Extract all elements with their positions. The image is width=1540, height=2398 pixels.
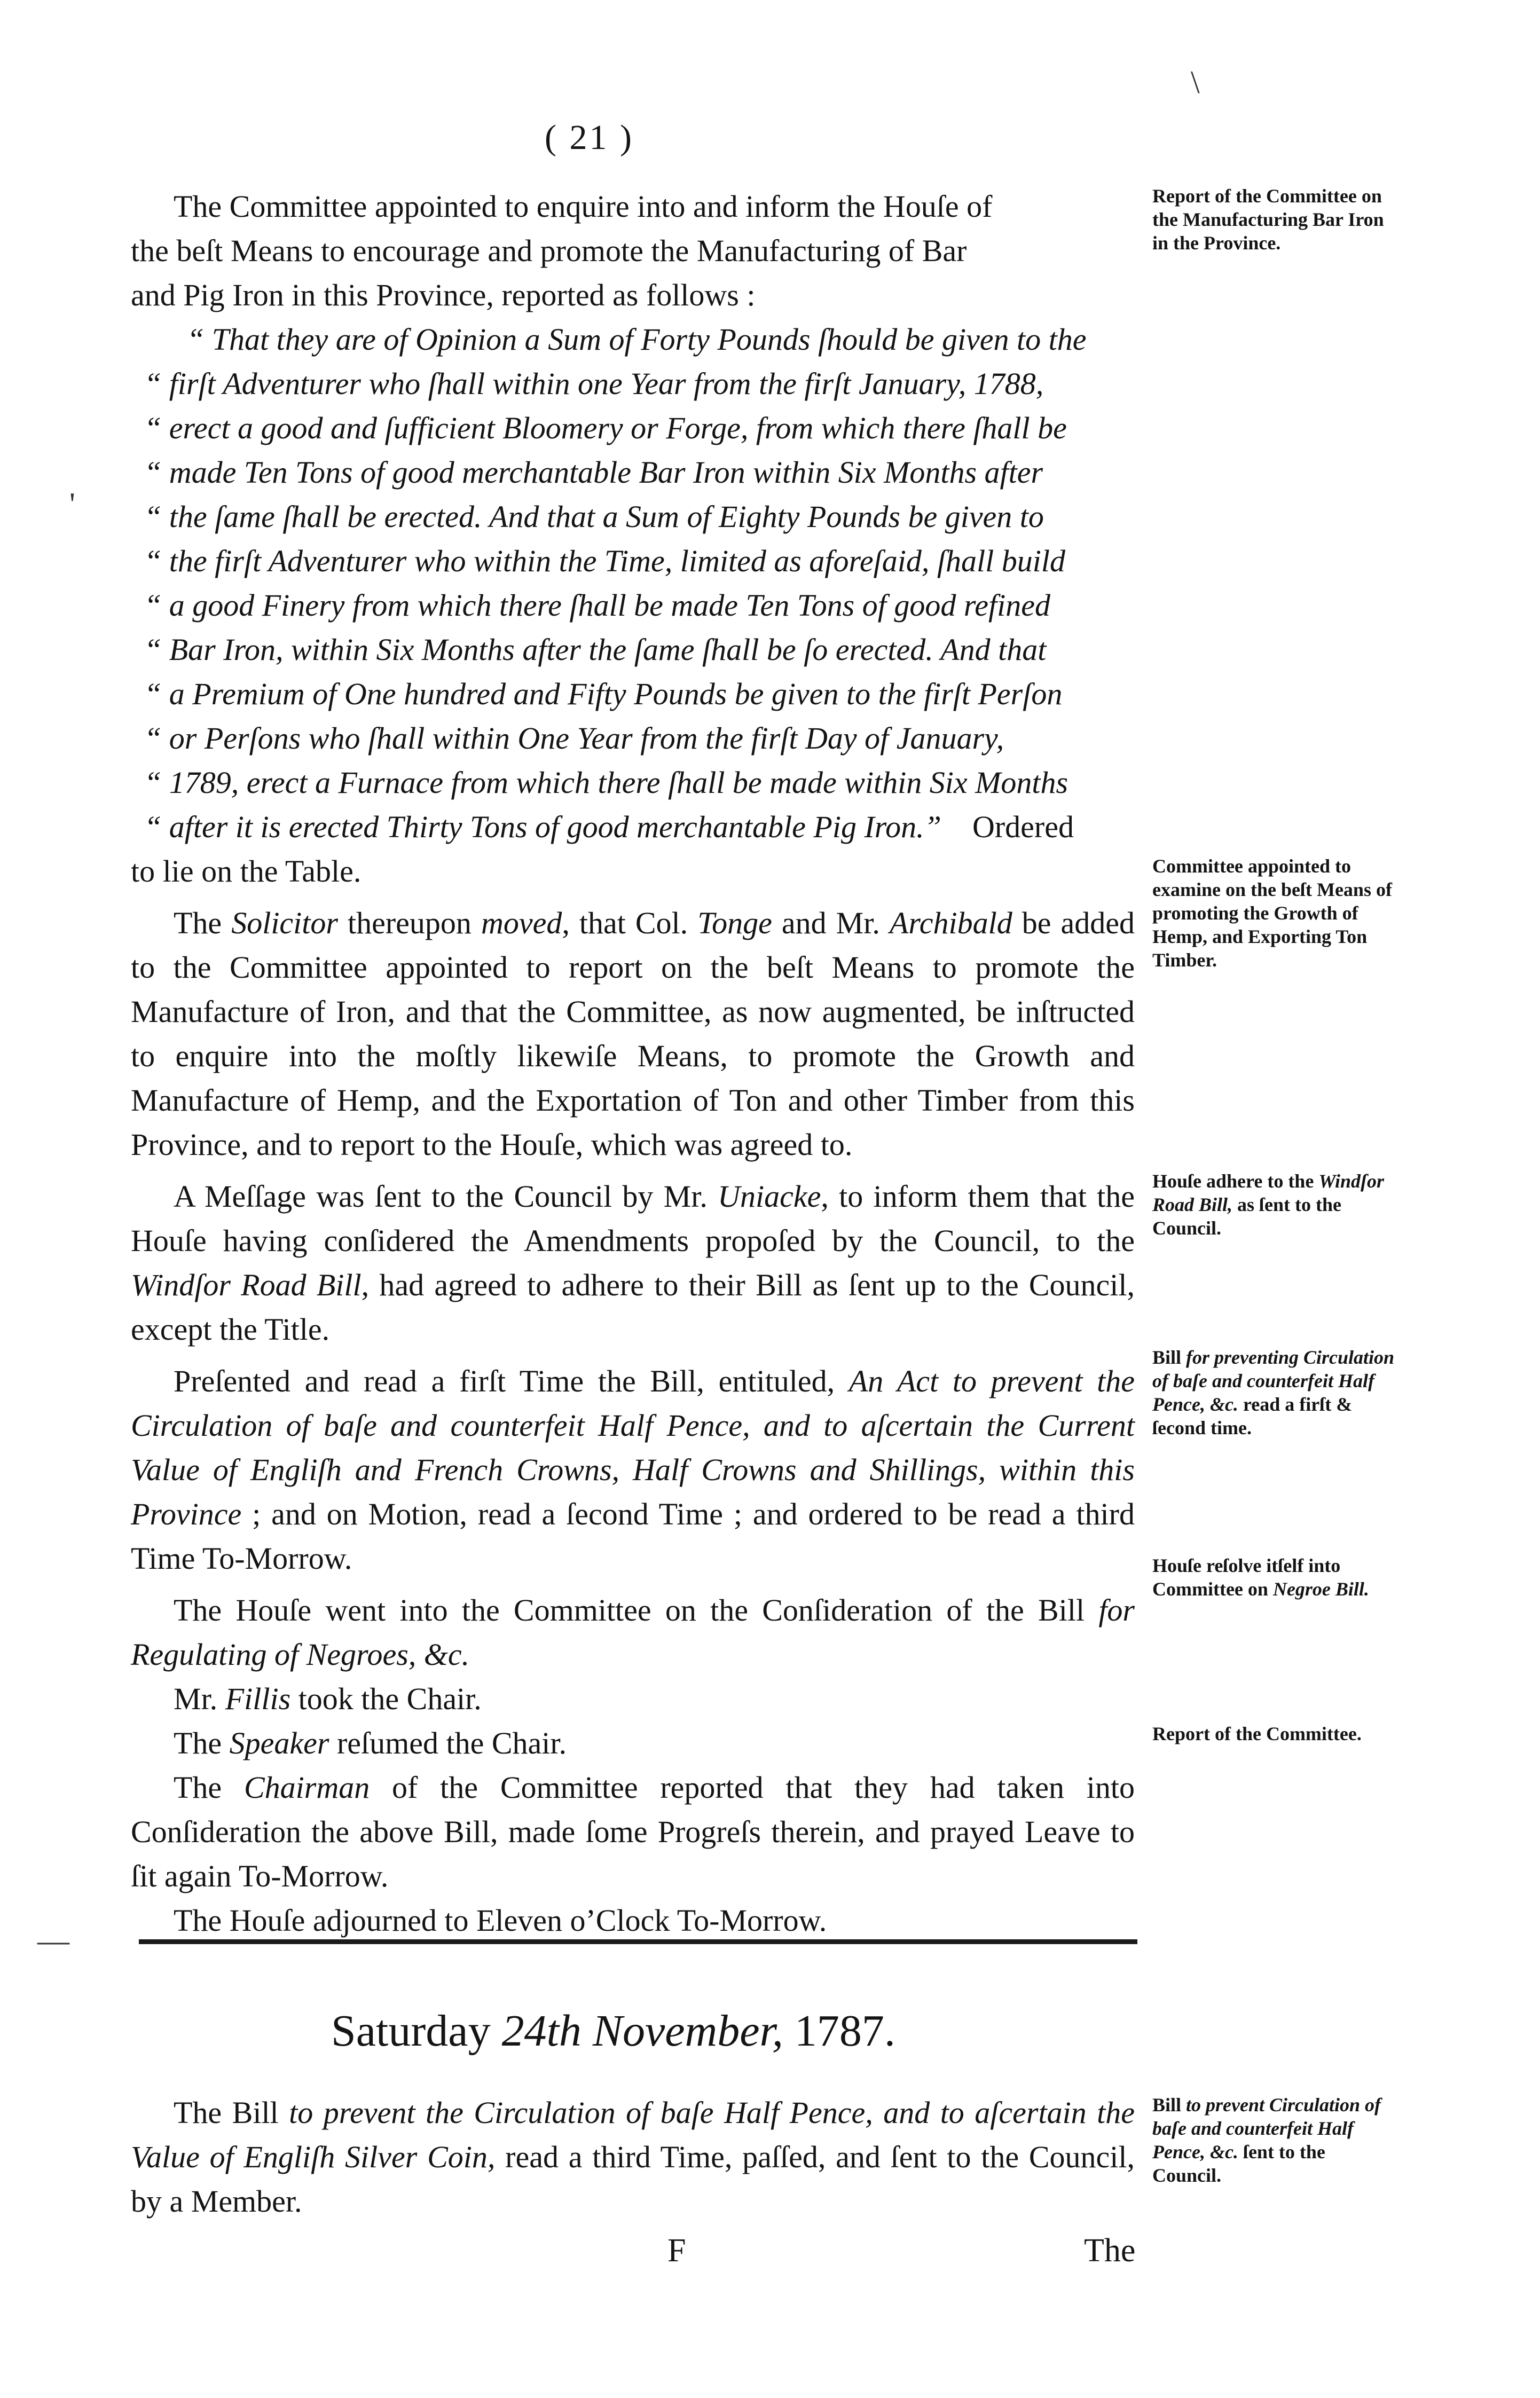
text-run: read a third Time, paſſed, and ſent to the Council, by a Member. [131,2140,1135,2219]
archibald-name: Archibald [889,906,1012,940]
quote-line: “ after it is erected Thirty Tons of good merchantable Pig Iron.” [144,809,941,844]
note-italic: Windſor Road Bill, [1152,1170,1385,1215]
main-text [131,184,1135,1943]
quote-line: “ Bar Iron, within Six Months after the ſame ſhall be ſo erected. And that [144,632,1047,667]
note-run: Bill [1152,2094,1187,2116]
bill-title: to prevent the Circulation of baſe Half Pence, and to aſcertain the Value of Engliſh Silver Coin, [131,2095,1135,2174]
margin-note-hemp: Committee appointed to examine on the beſt Means of promoting the Growth of Hemp, and Exporting Ton Timber. [1152,855,1392,971]
speaker-word: Speaker [229,1726,329,1760]
paragraph-adjourned: The Houſe adjourned to Eleven o’Clock To-Morrow. [174,1903,827,1938]
text-run: thereupon [337,906,481,940]
note-italic: Negroe Bill. [1272,1578,1369,1600]
solicitor-name: Solicitor [231,906,338,940]
text-run: , had agreed to adhere to their Bill as ſent up to the Council, except the Title. [131,1268,1135,1347]
chairman-word: Chairman [243,1770,370,1805]
paragraph-negro-committee [131,1588,1135,1677]
note-run: Houſe reſolve itſelf into Committee on [1152,1555,1341,1600]
windsor-bill-name: Windſor Road Bill [131,1268,362,1302]
text-run: The Bill [174,2095,289,2130]
text-run: , to inform them that the Houſe having conſidered the Amendments propoſed by the Council, to the [131,1179,1135,1258]
paragraph-committee-report [131,184,1135,893]
quote-line: “ firſt Adventurer who ſhall within one Year from the firſt January, 1788, [144,366,1044,401]
quote-line: “ or Perſons who ſhall within One Year from the firſt Day of January, [144,721,1004,756]
quote-line: “ the ſame ſhall be erected. And that a Sum of Eighty Pounds be given to [144,499,1044,534]
text-run: Mr. [174,1681,225,1716]
date-year: 1787. [783,2006,895,2056]
margin-note-windsor [1152,1169,1398,1240]
text-run: The Houſe went into the Committee on the Conſideration of the Bill [174,1593,1099,1628]
quote-line: “ the firſt Adventurer who within the Time, limited as aforeſaid, ſhall build [144,544,1065,578]
text-line: The Committee appointed to enquire into and inform the Houſe of [174,189,993,224]
bill-title: An Act to prevent the Circulation of baſe and counterfeit Half Pence, and to aſcertain the Current Value of Engliſh and French Crowns, Half Crowns and Shillings, within this Province [131,1364,1135,1531]
moved-word: moved [481,906,562,940]
uniacke-name: Uniacke [718,1179,821,1214]
ordered-word: Ordered [972,809,1074,844]
tonge-name: Tonge [697,906,772,940]
fillis-name: Fillis [225,1681,291,1716]
paragraph-solicitor-motion [131,901,1135,1167]
text-run: ; and on Motion, read a ſecond Time ; and ordered to be read a third Time To-Morrow. [131,1497,1135,1576]
note-run: Houſe adhere to the [1152,1170,1319,1192]
text-run: took the Chair. [290,1681,482,1716]
note-run: ſent to the Council. [1152,2141,1325,2186]
note-italic: to prevent Circulation of baſe and counterfeit Half Pence, &c. [1152,2094,1381,2163]
note-run: Bill [1152,1347,1187,1368]
text-line: and Pig Iron in this Province, reported as follows : [131,278,756,312]
text-run: reſumed the Chair. [329,1726,567,1760]
margin-note-bar-iron: Report of the Committee on the Manufacturing Bar Iron in the Province. [1152,185,1384,254]
quote-line: “ erect a good and ſufficient Bloomery or Forge, from which there ſhall be [144,411,1067,445]
stray-mark-top: \ [1191,65,1200,100]
margin-note-negro-bill [1152,1554,1398,1601]
date-heading [331,2005,895,2057]
text-run: and Mr. [772,906,890,940]
stray-mark-rule: — [37,1923,69,1958]
quote-line: “ 1789, erect a Furnace from which there ſhall be made within Six Months [144,765,1068,800]
paragraph-speaker-chair [131,1721,1135,1765]
margin-note-committee-report: Report of the Committee. [1152,1723,1362,1744]
paragraph-fillis-chair [131,1677,1135,1721]
paragraph-half-pence-bill [131,1359,1135,1581]
text-run: A Meſſage was ſent to the Council by Mr. [174,1179,718,1214]
note-italic: for preventing Circulation of baſe and counterfeit Half Pence, &c. [1152,1347,1395,1415]
text-run: be added to the Committee appointed to report on the beſt Means to promote the Manufacture of Iron, and that the Committee, as now augmented, be inſtructed to enquire into the moſtly likewiſe Means, to promote the Growth and Manufacture of Hemp, and the Exportation of Ton and other Timber from this Province, and to report to the Houſe, which was agreed to. [131,906,1135,1162]
page-number: ( 21 ) [545,118,634,157]
text-run: The [174,906,232,940]
paragraph-chairman-report [131,1765,1135,1898]
text-run: , that Col. [562,906,698,940]
quote-line: “ That they are of Opinion a Sum of Forty Pounds ſhould be given to the [187,322,1087,357]
paragraph-message-council [131,1174,1135,1351]
margin-note-half-pence [1152,1346,1398,1440]
signature-mark: F [667,2232,686,2269]
section-rule [139,1939,1137,1944]
stray-mark-left: ' [69,486,75,522]
quote-line: “ made Ten Tons of good merchantable Bar Iron within Six Months after [144,455,1043,490]
text-run: The [174,1770,244,1805]
paragraph-silver-coin-bill [131,2090,1135,2223]
text-run: of the Committee reported that they had taken into Conſideration the above Bill, made ſome Progreſs therein, and prayed Leave to ſit again To-Morrow. [131,1770,1135,1893]
catchword: The [1084,2232,1136,2269]
note-run: as ſent to the Council. [1152,1194,1342,1239]
date-day: Saturday [331,2006,502,2056]
note-run: read a firſt & ſecond time. [1152,1394,1353,1438]
quote-last-line [131,805,1135,849]
negro-bill-title: for Regulating of Negroes, &c. [131,1593,1135,1672]
text-line: to lie on the Table. [131,854,362,889]
date-date: 24th November, [501,2006,783,2056]
quote-line: “ a good Finery from which there ſhall be made Ten Tons of good refined [144,588,1050,623]
margin-note-silver-coin [1152,2093,1398,2187]
quote-line: “ a Premium of One hundred and Fifty Pounds be given to the firſt Perſon [144,677,1063,711]
text-run: The [174,1726,230,1760]
text-run: Preſented and read a firſt Time the Bill, entituled, [174,1364,849,1398]
text-line: the beſt Means to encourage and promote the Manufacturing of Bar [131,233,967,268]
